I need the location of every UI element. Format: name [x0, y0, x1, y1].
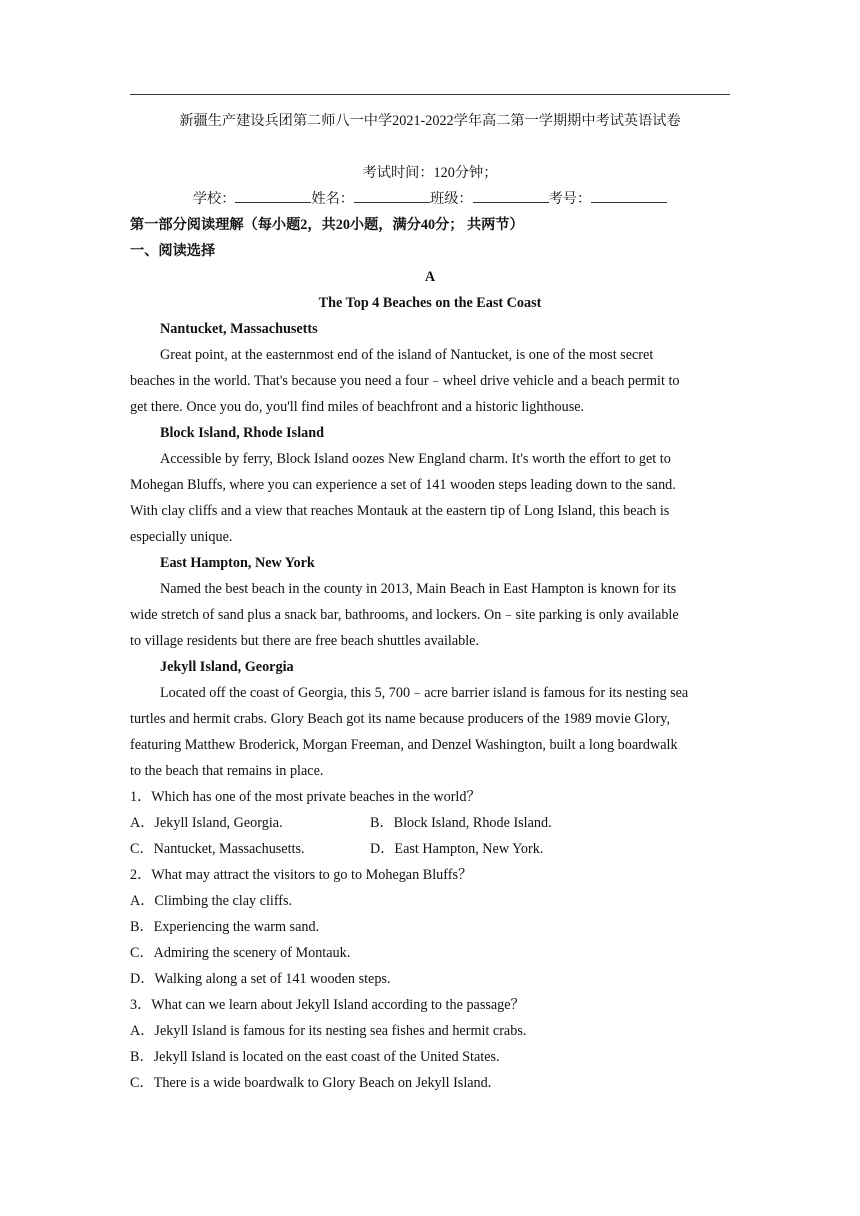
paragraph-line: to village residents but there are free beach shuttles available. [130, 633, 480, 649]
option-a[interactable]: A．Jekyll Island, Georgia. [130, 815, 283, 831]
paragraph-line: especially unique. [130, 529, 233, 545]
school-blank[interactable] [235, 188, 311, 203]
passage-title: The Top 4 Beaches on the East Coast [318, 295, 542, 311]
part-title: 第一部分阅读理解（每小题2，共20小题，满分40分； 共两节） [130, 217, 524, 233]
paragraph-line: wide stretch of sand plus a snack bar, bathrooms, and lockers. On﹣site parking is only available [130, 607, 679, 623]
beach-heading: Nantucket, Massachusetts [160, 321, 318, 337]
paragraph-line: Great point, at the easternmost end of the island of Nantucket, is one of the most secret [160, 347, 654, 363]
school-label: 学校： [192, 191, 236, 207]
question-stem: 1．Which has one of the most private beaches in the world？ [130, 789, 481, 805]
name-label: 姓名： [311, 191, 354, 207]
paragraph-line: Mohegan Bluffs, where you can experience a set of 141 wooden steps leading down to the sand. [130, 477, 676, 493]
paragraph-line: get there. Once you do, you'll find miles of beachfront and a historic lighthouse. [130, 399, 585, 415]
paragraph-line: beaches in the world. That's because you need a four﹣wheel drive vehicle and a beach permit to [130, 373, 680, 389]
paragraph-line: Accessible by ferry, Block Island oozes New England charm. It's worth the effort to get to [160, 451, 671, 467]
header-rule [130, 94, 730, 95]
beach-heading: Jekyll Island, Georgia [160, 659, 294, 675]
option-d[interactable]: D．Walking along a set of 141 wooden steps. [130, 971, 391, 987]
paragraph-line: Located off the coast of Georgia, this 5, 700﹣acre barrier island is famous for its nesting sea [160, 685, 689, 701]
option-c[interactable]: C．There is a wide boardwalk to Glory Beach on Jekyll Island. [130, 1075, 492, 1091]
paragraph-line: to the beach that remains in place. [130, 763, 324, 779]
paragraph-line: With clay cliffs and a view that reaches Montauk at the eastern tip of Long Island, this beach is [130, 503, 670, 519]
class-blank[interactable] [473, 188, 549, 203]
beach-heading: East Hampton, New York [160, 555, 315, 571]
page-content [130, 104, 730, 1096]
subsection-title: 一、阅读选择 [130, 243, 216, 259]
paragraph-line: Named the best beach in the county in 2013, Main Beach in East Hampton is known for its [160, 581, 677, 597]
options-row [130, 810, 730, 836]
beach-heading: Block Island, Rhode Island [160, 425, 325, 441]
exam-time: 考试时间：120分钟； [362, 165, 498, 181]
student-info-fields [130, 186, 730, 212]
option-a[interactable]: A．Jekyll Island is famous for its nesting sea fishes and hermit crabs. [130, 1023, 527, 1039]
paragraph-line: featuring Matthew Broderick, Morgan Freeman, and Denzel Washington, built a long boardwalk [130, 737, 678, 753]
option-d[interactable]: D．East Hampton, New York. [370, 841, 544, 857]
class-label: 班级： [430, 191, 473, 207]
name-blank[interactable] [354, 188, 430, 203]
option-c[interactable]: C．Nantucket, Massachusetts. [130, 841, 305, 857]
option-b[interactable]: B．Block Island, Rhode Island. [370, 815, 552, 831]
question-stem: 3．What can we learn about Jekyll Island according to the passage？ [130, 997, 525, 1013]
passage-label: A [424, 269, 436, 285]
exam-no-label: 考号： [548, 191, 592, 207]
spacer [130, 138, 730, 160]
paragraph-line: turtles and hermit crabs. Glory Beach got its name because producers of the 1989 movie Glory, [130, 711, 671, 727]
option-b[interactable]: B．Experiencing the warm sand. [130, 919, 320, 935]
option-b[interactable]: B．Jekyll Island is located on the east coast of the United States. [130, 1049, 500, 1065]
option-c[interactable]: C．Admiring the scenery of Montauk. [130, 945, 351, 961]
exam-title: 新疆生产建设兵团第二师八一中学2021-2022学年高二第一学期期中考试英语试卷 [179, 113, 681, 129]
exam-no-blank[interactable] [591, 188, 667, 203]
option-a[interactable]: A．Climbing the clay cliffs. [130, 893, 293, 909]
question-stem: 2．What may attract the visitors to go to Mohegan Bluffs？ [130, 867, 473, 883]
options-row [130, 836, 730, 862]
